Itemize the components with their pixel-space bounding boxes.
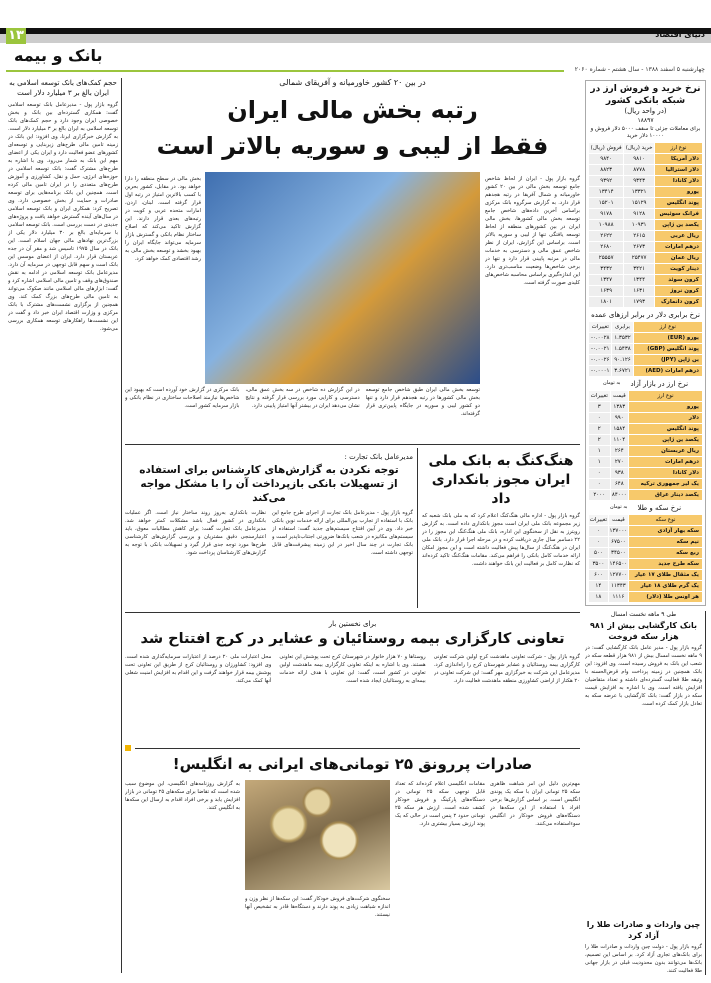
rate-value: ۱۵۲۰۱ — [589, 198, 623, 208]
coins-photo — [245, 780, 390, 890]
currency-name: کرون دانمارک — [655, 297, 702, 307]
table-row — [589, 537, 702, 547]
rate-value: ۸۸۲۳ — [589, 165, 623, 175]
currency-name: هر اونس طلا (دلار) — [629, 592, 702, 602]
major-rates-table — [588, 321, 703, 377]
rate-value: ۰ — [589, 526, 608, 536]
currency-name: یورو (EUR) — [634, 333, 703, 343]
rate-value: ۲۰۰۰ — [589, 490, 610, 500]
tejarat-body — [125, 509, 413, 608]
insurance-headline: تعاونی کارگزاری بیمه روستائیان و عشایر در کرج افتتاح شد — [140, 631, 565, 647]
gold-table — [588, 514, 703, 603]
currency-name: ربع سکه — [629, 548, 702, 558]
tejarat-col: نظارت بانکداری به‌روز روند ساختار نیاز است. اگر عملیات بانکداری در کشور فعال باشد مشکلات کمتر خواهد شد. مدیرعامل بانک تجارت گفت: برای کاهش مطالبات معوق، باید اعتبارسنجی دقیق مشتریان و بررسی گزارش‌های کارشناسی طرح‌ها مورد توجه جدی قرار گیرد و تسهیلات بانکی با توجه به گزارش‌های کارشناسان پرداخت شود. — [125, 510, 266, 556]
divider — [135, 748, 580, 749]
rate-value: ۲۵۴۷۷ — [624, 253, 654, 263]
currency-name: پوند انگلیس — [629, 424, 702, 434]
table-row — [589, 570, 702, 580]
insurance-article — [125, 620, 580, 742]
table-row — [589, 402, 702, 412]
rate-value: ۱۱۳۴۳ — [609, 581, 628, 591]
table-row — [589, 297, 702, 307]
table-row — [589, 286, 702, 296]
free-title-text: نرخ ارز در بازار آزاد — [630, 380, 689, 388]
col-header: نوع سکه — [629, 515, 702, 525]
col-header: نوع ارز — [655, 143, 702, 153]
coins-col: سخنگوی شرکت‌های فروش خودکار گفت: این سکه‌ها از نظر وزن و اندازه شباهت زیادی به پوند دارند و دستگاه‌ها قادر به تشخیص آنها نیستند. — [245, 896, 390, 918]
rate-value: ۹۸۴۰ — [589, 154, 623, 164]
currency-name: فرانک سوئیس — [655, 209, 702, 219]
currency-name: دلار — [629, 413, 702, 423]
col-header: تغییرات — [590, 393, 608, 399]
col-header: فروش (ریال) — [590, 145, 622, 151]
currency-name: یکصد دینار عراق — [629, 490, 702, 500]
rate-value: ۱۳۷۰۰۰ — [609, 528, 628, 534]
lead-caption-col: توسعه بخش مالی ایران طبق شاخص جامع توسعه بخش مالی کشورها در رتبه هجدهم قرار دارد و تنها دو کشور لیبی و سوریه در جایگاه پایین‌تری قرار گرفته‌اند. — [365, 387, 480, 417]
currency-name: دلار استرالیا — [655, 165, 702, 175]
rate-value: ۱۳۴۷ — [589, 275, 623, 285]
right-sub-body: گروه بازار پول - دولت چین واردات و صادرات طلا را برای بانک‌های تجاری آزاد کرد. بر اساس این تصمیم، بانک‌ها می‌توانند بدون محدودیت قبلی در بازار جهانی طلا فعالیت کنند. — [585, 944, 702, 974]
rate-value: ۱۶۳۱ — [624, 286, 654, 296]
rate-value: ۲۷۰ — [611, 457, 629, 467]
rate-value: ۵۰۰ — [589, 548, 608, 558]
rate-value: ۱۰۹۳۱ — [624, 220, 654, 230]
currency-name: درهم امارات — [655, 242, 702, 252]
rate-value: ۳۴۳۲ — [589, 264, 623, 274]
lead-headline-line2: فقط از لیبی و سوریه بالاتر است — [156, 132, 549, 160]
hongkong-body: گروه بازار پول - اداره مالی هنگ‌کنگ اعلام کرد که به ملی بانک شعبه که زیر مجموعه بانک ملی ایران است مجوز بانکداری داده است. به گزارش رویترز به نقل از سخنگوی این اداره، بانک ملی هنگ‌کنگ این مجوز را در ۲۲ دسامبر سال جاری دریافت کرده و در مرحله اجرا قرار دارد. بانک ملی ایران در هنگ‌کنگ از سال‌ها پیش فعالیت داشته است و این مجوز امکان ارائه خدمات کامل بانکی را فراهم می‌کند. مقامات هنگ‌کنگ تاکید کرده‌اند که نظارت کامل بر فعالیت این بانک خواهند داشت. — [422, 513, 580, 567]
table-row — [589, 264, 702, 274]
rate-value: ۰ — [589, 537, 608, 547]
tejarat-kicker: مدیرعامل بانک تجارت : — [344, 453, 413, 461]
rate-value: ۱۷۹۳ — [624, 297, 654, 307]
rate-value: ۰ — [589, 468, 610, 478]
col-header: برابری — [612, 322, 632, 332]
coins-headline: صادرات پررونق ۲۵ تومانی‌های ایرانی به انگلیس! — [172, 755, 533, 773]
insurance-col: محل اعتبارات ملی ۲۰ درصد از اعتبارات سرمایه‌گذاری شده است. وی افزود: کشاورزان و روستائیان کرج از طریق این تعاونی تحت پوشش بیمه قرار خواهند گرفت و این اقدام به افزایش امنیت شغلی آنها کمک می‌کند. — [125, 654, 272, 684]
rate-value: ۱ — [589, 457, 610, 467]
currency-name: دلار آمریکا — [655, 154, 702, 164]
tejarat-article — [125, 453, 413, 608]
tejarat-headline-line2: از تسهیلات بانکی بازپرداخت آن را با مشکل مواجه می‌کند — [140, 478, 398, 504]
rate-value: ۲۶۸۰ — [589, 242, 623, 252]
rate-value: ۱۸۰۱ — [589, 297, 623, 307]
rate-value: ۱۳۴۱۴ — [589, 187, 623, 197]
currency-name: پوند انگلیس (GBP) — [634, 344, 703, 354]
currency-name: ین ژاپن (JPY) — [634, 355, 703, 365]
rate-value: ۱۵۱۲۹ — [624, 198, 654, 208]
currency-name: یک گرم طلای ۱۸ عیار — [629, 581, 702, 591]
rate-value: ۲ — [589, 424, 610, 434]
rate-value: ۹۱۲۸ — [624, 209, 654, 219]
divider-marker — [125, 745, 131, 751]
table-row — [589, 176, 702, 186]
lead-kicker: در بین ۲۰ کشور خاورمیانه و آفریقای شمالی — [279, 78, 426, 87]
currency-name: یورو — [655, 187, 702, 197]
table-row — [589, 424, 702, 434]
table-row — [589, 198, 702, 208]
rate-value: ۳۴۵۰۰ — [609, 548, 628, 558]
right-article — [585, 611, 706, 975]
table-row — [589, 479, 702, 489]
rate-value: ۱ — [589, 446, 610, 456]
insurance-kicker: برای نخستین بار — [328, 620, 377, 628]
rate-value: ۰.۰۰۰۱- — [590, 368, 610, 374]
col-header: تغییرات — [589, 517, 607, 523]
rate-value: ۰ — [589, 413, 610, 423]
table-row — [589, 355, 702, 365]
rate-value: ۲۶۷۳ — [624, 242, 654, 252]
tejarat-col: گروه بازار پول - مدیرعامل بانک تجارت از اجرای طرح جامع این بانک با استفاده از تجارب بین‌المللی برای ارائه خدمات نوین بانکی خبر داد. وی در آیین افتتاح سیستم‌های جدید گفت: استفاده از سیستم‌های مکانیزه در شعب بانک‌ها ضرورتی اجتناب‌ناپذیر است و بانک تجارت در چند سال اخیر در این زمینه پیشرفت‌های قابل توجهی داشته است. — [272, 510, 413, 556]
currency-name: درهم امارات — [629, 457, 702, 467]
divider — [125, 444, 580, 445]
page-number: ۱۳ — [6, 28, 26, 44]
currency-name: ریال عربستان — [629, 446, 702, 456]
table-row — [589, 344, 702, 354]
col-header: نوع ارز — [629, 391, 702, 401]
rate-value: ۱۱۱۶ — [609, 592, 628, 602]
coins-col: مهم‌ترین دلیل این امر شباهت ظاهری سکه ۲۵ تومانی ایران با سکه یک پوندی انگلیس است. بر اساس گزارش‌ها برخی افراد با استفاده از این سکه‌ها در دستگاه‌های فروش خودکار در انگلیس سوءاستفاده می‌کنند. — [490, 781, 580, 827]
table-row — [589, 275, 702, 285]
newspaper-logo: دنیای اقتصاد — [655, 30, 705, 39]
rates-code: ۱۸۸۹۷ — [637, 117, 654, 124]
rate-value: ۹۱۷۸ — [589, 209, 623, 219]
currency-name: سکه بهار آزادی — [629, 526, 702, 536]
rate-value: ۳.۶۷۲۱ — [614, 368, 631, 374]
table-row — [589, 581, 702, 591]
rate-value: ۱۴ — [589, 581, 608, 591]
free-unit: به تومان — [602, 380, 621, 386]
coins-col: به گزارش روزنامه‌های انگلیسی، این موضوع سبب شده است که تقاضا برای سکه‌های ۲۵ تومانی در بازار افزایش یابد و برخی افراد اقدام به ارسال این سکه‌ها به انگلیس کنند. — [125, 781, 240, 811]
lead-caption-col: بانک مرکزی در گزارش خود آورده است که بهبود این شاخص‌ها نیازمند اصلاحات ساختاری در نظام بانکی و بازار سرمایه کشور است. — [125, 387, 240, 409]
lead-body-right: گروه بازار پول - ایران از لحاظ شاخص جامع توسعه بخش مالی در بین ۲۰ کشور خاورمیانه و شمال آفریقا در رتبه هجدهم قرار دارد. به گزارش سرگروه بانک مرکزی براساس آخرین داده‌های شاخص جامع توسعه بخش مالی کشورها، بخش مالی ایران در بین کشورهای منطقه از لحاظ توسعه یافتگی تنها از لیبی و سوریه بالاتر است. براساس این گزارش، ایران از نظر شاخص عمق مالی و دسترسی به خدمات مالی در مرتبه پایینی قرار دارد و تنها در برخی شاخص‌ها وضعیت مناسب‌تری دارد. این اندازه‌گیری براساس محاسبه شاخص‌های کلیدی صورت گرفته است. — [485, 176, 580, 286]
rates-title: نرخ خرید و فروش ارز در شبکه بانکی کشور — [590, 84, 701, 106]
tejarat-headline — [125, 463, 413, 505]
rate-value: ۶۴۸ — [611, 479, 629, 489]
lead-caption-col: در این گزارش ده شاخص در سه بخش عمق مالی، دسترسی و کارایی مورد بررسی قرار گرفته و نتایج نشان می‌دهد ایران در بیشتر آنها امتیاز پایینی دارد. — [245, 387, 360, 409]
table-row — [589, 253, 702, 263]
gold-unit: به تومان — [609, 504, 628, 510]
right-body: گروه بازار پول - مدیر عامل بانک کارگشایی گفت: در ۹ ماهه نخست امسال بیش از ۹۸۱ هزار قطعه سکه در شعب این بانک به فروش رسیده است. وی افزود: این بانک همچنین در زمینه پرداخت وام قرض‌الحسنه با وثیقه طلا فعالیت گسترده‌ای داشته و تعداد متقاضیان افزایش یافته است. وی با اشاره به افزایش قیمت سکه در بازار گفت: بانک کارگشایی با عرضه سکه به تعادل بازار کمک کرده است. — [585, 645, 702, 707]
right-kicker: طی ۹ ماهه نخست امسال — [610, 611, 677, 618]
table-row — [589, 548, 702, 558]
major-title: نرخ برابری دلار در برابر ارزهای عمده — [591, 311, 700, 319]
rate-value: ۶۷۵۰۰ — [609, 537, 628, 547]
table-row — [589, 333, 702, 343]
divider — [125, 612, 580, 613]
rate-value: ۹۸۱۰ — [624, 154, 654, 164]
lead-caption — [125, 386, 480, 440]
table-row — [589, 366, 702, 376]
rate-value: ۱.۵۴۳۸ — [614, 346, 631, 352]
rate-value: ۲۶۱۵ — [624, 231, 654, 241]
insurance-body — [125, 653, 580, 742]
rates-unit: (در واحد ریال) — [624, 107, 667, 115]
rate-value: ۱۱۰۴ — [611, 435, 629, 445]
rate-value: ۹۳۸ — [611, 468, 629, 478]
col-header: نوع ارز — [634, 322, 703, 332]
bank-rates-table — [588, 142, 703, 308]
table-row — [589, 559, 702, 569]
col-header: تغییرات — [589, 322, 611, 332]
table-row — [589, 446, 702, 456]
rate-value: ۱۳۳۲۱ — [624, 187, 654, 197]
col-header: خرید (ریال) — [625, 145, 653, 151]
coins-photo-column — [245, 780, 390, 975]
table-row — [589, 154, 702, 164]
sidebar-title: حجم کمک‌های بانک توسعه اسلامی به ایران بالغ بر ۳ میلیارد دلار است — [9, 79, 117, 97]
table-row — [589, 165, 702, 175]
rate-value: ۳۵۰۰ — [589, 559, 608, 569]
rate-value: ۲۵۵۵۷ — [589, 253, 623, 263]
rate-value: ۹۰.۱۲۶ — [614, 357, 631, 363]
table-row — [589, 242, 702, 252]
rate-value: ۲۶۴ — [611, 446, 629, 456]
right-headline: بانک کارگشایی بیش از ۹۸۱ هزار سکه فروخت — [589, 621, 698, 641]
column-rule — [121, 78, 122, 973]
rate-value: ۰.۰۰۲۱- — [590, 346, 610, 352]
rate-value: ۱۲۷۷۰۰ — [609, 572, 628, 578]
rate-value: ۹۳۹۲ — [589, 176, 623, 186]
dateline: چهارشنبه ۵ اسفند ۱۳۸۸ - سال هشتم - شماره ۲۰۶۰ — [574, 66, 705, 73]
tejarat-headline-line1: توجه نکردن به گزارش‌های کارشناس برای استفاده — [139, 464, 399, 476]
insurance-col: روستاها و ۷۰ هزار خانوار در شهرستان کرج تحت پوشش این تعاونی هستند. وی با اشاره به اینکه تعاونی کارگزاری بیمه ماهدشت اولین تعاونی در کشور است، گفت: این تعاونی با هدف ارائه خدمات بیمه‌ای به روستائیان ایجاد شده است. — [279, 654, 426, 684]
currency-name: دلار کانادا — [655, 176, 702, 186]
currency-name: سکه طرح جدید — [629, 559, 702, 569]
currency-name: ریال عربی — [655, 231, 702, 241]
rate-value: ۲ — [589, 435, 610, 445]
sidebar-body: گروه بازار پول - مدیرعامل بانک توسعه اسلامی گفت: همکاری گسترده‌ای بین بانک و بخش خصوصی ایران وجود دارد و حجم کمک‌های بانک توسعه اسلامی به ایران بالغ بر ۳ میلیارد دلار است. به گزارش خبرگزاری ایرنا، وی افزود: این بانک در زمینه تامین مالی طرح‌های زیربنایی و توسعه‌ای کشورهای عضو فعالیت دارد و ایران یکی از اعضای مهم این بانک به شمار می‌رود. وی با اشاره به طرح‌های مشترک گفت: بانک توسعه اسلامی در حوزه‌های انرژی، حمل و نقل، کشاورزی و آموزش طرح‌های متعددی را در ایران تامین مالی کرده است. همچنین این بانک برنامه‌هایی برای توسعه صادرات و حمایت از بخش خصوصی دارد. وی تصریح کرد: همکاری ایران و بانک توسعه اسلامی در سال‌های آینده گسترش خواهد یافت و پروژه‌های جدیدی در دست بررسی است. بانک توسعه اسلامی با سرمایه‌ای بالغ بر ۳۰ میلیارد دلار یکی از بزرگ‌ترین نهادهای مالی جهان اسلام است. این بانک در سال ۱۹۷۵ تاسیس شد و مقر آن در جده عربستان قرار دارد. ایران از اعضای موسس این بانک است و سهم قابل توجهی در سرمایه آن دارد. مدیرعامل بانک توسعه اسلامی در ادامه به نقش صندوق‌های وقف و تامین مالی اسلامی اشاره کرد و گفت: ابزارهای مالی اسلامی مانند صکوک می‌تواند به تامین مالی طرح‌های بزرگ کمک کند. وی همچنین از برگزاری نشست‌های مشترک با بانک مرکزی و وزارت اقتصاد ایران خبر داد و گفت در این نشست‌ها راهکارهای توسعه همکاری بررسی می‌شود. — [8, 102, 118, 332]
table-row — [589, 592, 702, 602]
currency-name: دینار کویت — [655, 264, 702, 274]
rate-value: ۱۴۶۵۰۰ — [609, 561, 628, 567]
col-header: قیمت — [611, 391, 629, 401]
hongkong-headline: هنگ‌کنگ به بانک ملی ایران مجوز بانکداری داد — [428, 453, 574, 507]
table-row — [589, 187, 702, 197]
table-row — [589, 435, 702, 445]
rate-value: ۱۶۳۹ — [589, 286, 623, 296]
currency-name: یک مثقال طلای ۱۷ عیار — [629, 570, 702, 580]
right-column — [585, 80, 706, 975]
rate-value: ۸۷۷۸ — [624, 165, 654, 175]
sidebar-article — [8, 78, 118, 975]
coins-article — [125, 754, 580, 975]
column-rule — [417, 448, 418, 608]
free-title — [588, 380, 703, 388]
header-band — [0, 34, 711, 43]
rate-value: ۱۰۹۸۸ — [589, 220, 623, 230]
currency-name: یورو — [629, 402, 702, 412]
lead-body-left: بخش مالی در سطح منطقه را دارا خواهد بود. در مقابل، کشور بحرین با کسب بالاترین امتیاز در رتبه اول قرار گرفته است. لبنان، اردن، امارات متحده عربی و کویت در رتبه‌های بعدی قرار دارند. این گزارش تاکید می‌کند که اصلاح ساختار نظام بانکی و گسترش بازار سرمایه می‌تواند جایگاه ایران را بهبود بخشد و توسعه بخش مالی به رشد اقتصادی کمک خواهد کرد. — [125, 176, 201, 262]
col-header: قیمت — [609, 515, 628, 525]
table-row — [589, 413, 702, 423]
lead-illustration — [205, 172, 480, 384]
rate-value: ۶۰۰ — [589, 570, 608, 580]
gold-title-text: نرخ سکه و طلا — [637, 504, 682, 512]
currency-name: یکصد ین ژاپن — [629, 435, 702, 445]
table-row — [589, 457, 702, 467]
table-row — [589, 231, 702, 241]
rate-value: ۹۹۰ — [611, 413, 629, 423]
rate-value: ۰ — [589, 479, 610, 489]
rates-note: برای معاملات جزئی تا سقف ۵۰۰۰ دلار فروش و ۱۰۰۰۰ دلار خرید — [590, 126, 701, 139]
rate-value: ۳۴۲۱ — [624, 264, 654, 274]
rate-value: ۸۴۰۰۰ — [611, 492, 627, 498]
rate-value: ۱۳۸۳ — [611, 402, 629, 412]
exchange-rates-box — [585, 80, 706, 606]
currency-name: درهم امارات (AED) — [634, 366, 703, 376]
currency-name: کرون نروژ — [655, 286, 702, 296]
insurance-col: گروه بازار پول - شرکت تعاونی ماهدشت کرج اولین شرکت تعاونی کارگزاری بیمه روستائیان و عشایر شهرستان کرج را راه‌اندازی کرد. مدیرعامل این شرکت به خبرگزاری مهر گفت: این شرکت تعاونی در ۲۰ هکتار از اراضی کشاورزی منطقه ماهدشت فعالیت دارد. — [433, 654, 580, 684]
currency-name: پوند انگلیس — [655, 198, 702, 208]
rate-value: ۱۳۴۴ — [624, 275, 654, 285]
lead-headline-line1: رتبه بخش مالی ایران — [227, 96, 478, 124]
rate-value: ۱۸ — [589, 592, 608, 602]
table-row — [589, 209, 702, 219]
rate-value: ۰.۰۰۲۸- — [590, 335, 610, 341]
right-sub-headline: چین واردات و صادرات طلا را آزاد کرد — [586, 920, 701, 940]
currency-name: یکصد ین ژاپن — [655, 220, 702, 230]
currency-name: یک لیر جمهوری ترکیه — [629, 479, 702, 489]
currency-name: نیم سکه — [629, 537, 702, 547]
coins-col: مقامات انگلیسی اعلام کرده‌اند که تعداد قابل توجهی سکه ۲۵ تومانی در دستگاه‌های پارکینگ و فروش خودکار کشف شده است. ارزش هر سکه ۲۵ تومانی حدود ۲ پنس است در حالی که یک پوند ارزش بسیار بیشتری دارد. — [395, 781, 485, 827]
rate-value: ۱۵۸۴ — [611, 424, 629, 434]
section-title: بانک و بیمه — [14, 46, 103, 65]
currency-name: ریال عمان — [655, 253, 702, 263]
rate-value: ۲۶۲۲ — [589, 231, 623, 241]
table-row — [589, 468, 702, 478]
free-market-table — [588, 390, 703, 501]
hongkong-article — [422, 452, 580, 608]
table-row — [589, 490, 702, 500]
rate-value: ۹۳۴۳ — [624, 176, 654, 186]
currency-name: دلار کانادا — [629, 468, 702, 478]
section-divider — [6, 70, 564, 72]
table-row — [589, 526, 702, 536]
gold-title — [588, 504, 703, 512]
lead-headline — [125, 92, 580, 164]
rate-value: ۱.۳۵۳۲ — [614, 335, 631, 341]
rate-value: ۰.۰۰۲۶- — [590, 357, 610, 363]
rate-value: ۳ — [589, 402, 610, 412]
currency-name: کرون سوئد — [655, 275, 702, 285]
coins-body — [125, 780, 580, 975]
table-row — [589, 220, 702, 230]
